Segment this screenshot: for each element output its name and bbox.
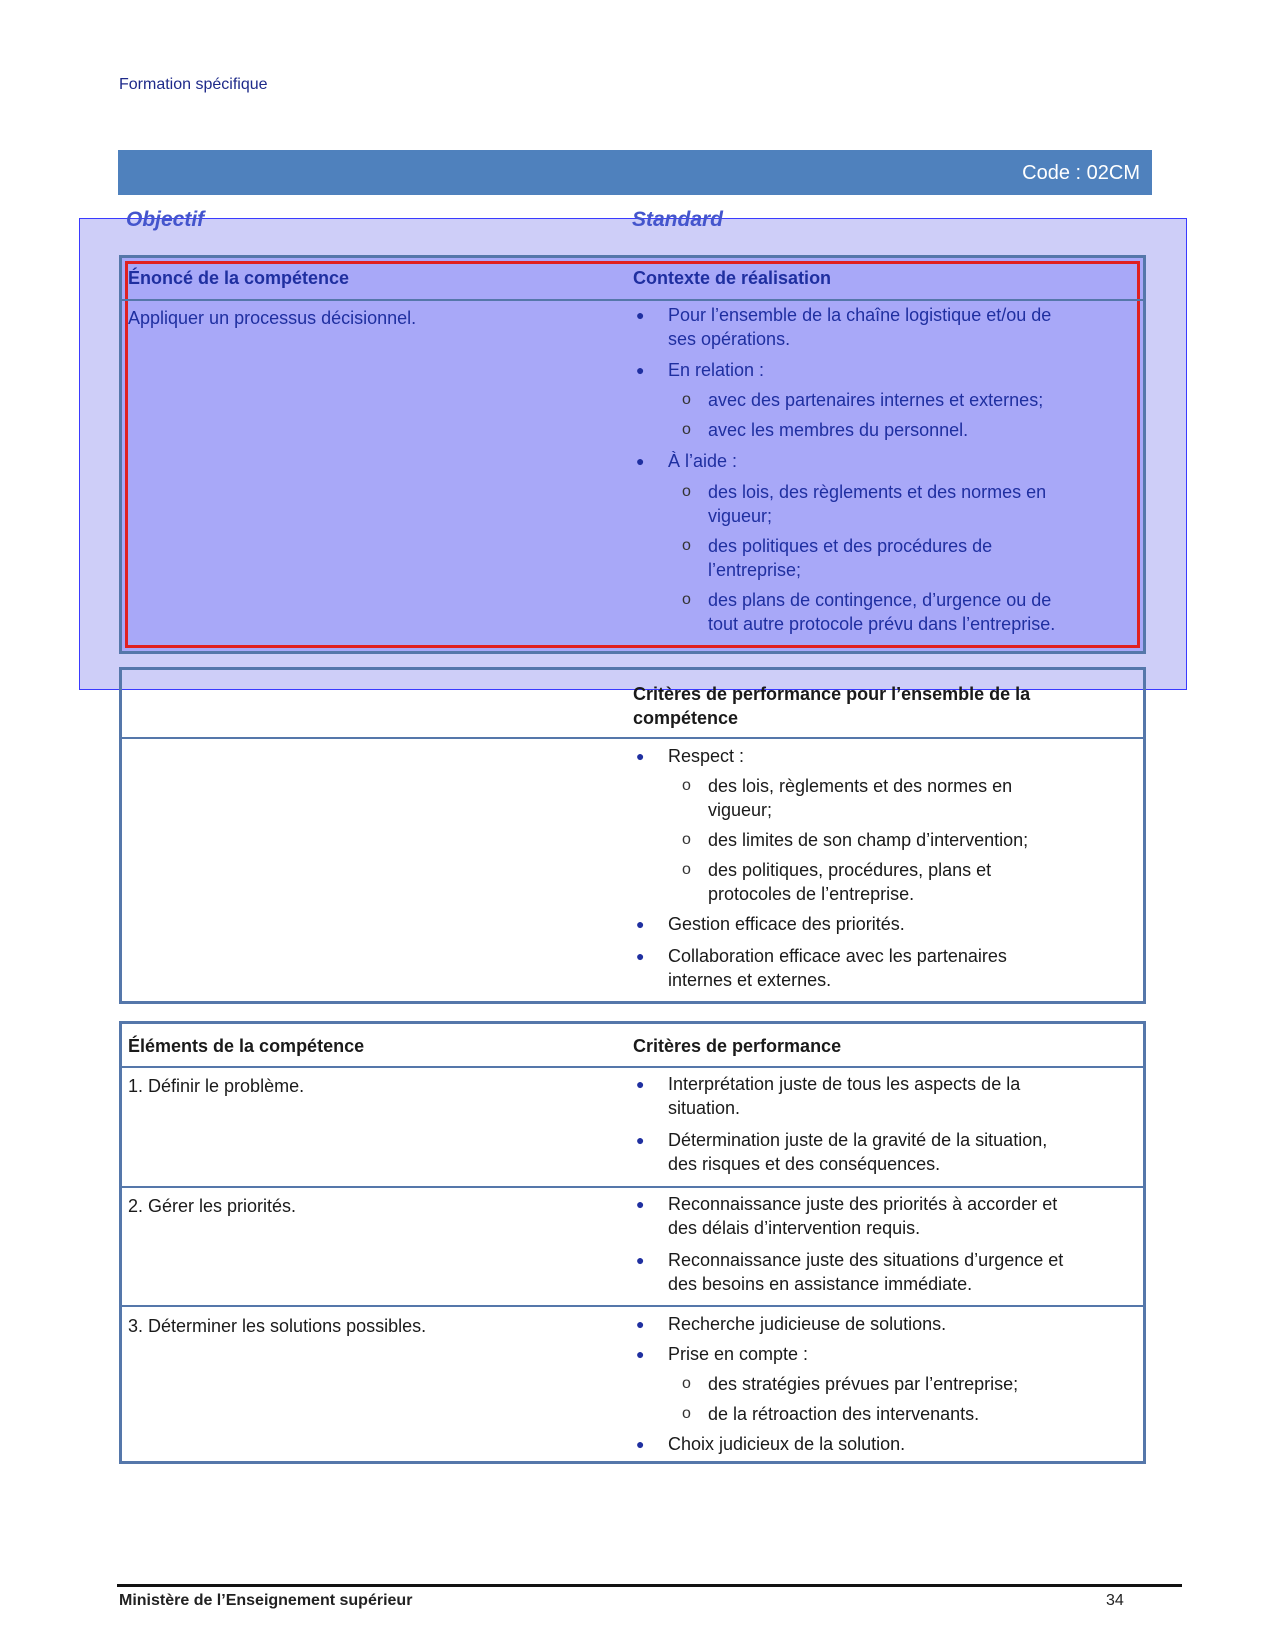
competence-table bbox=[119, 255, 1146, 654]
critere-subitem: des stratégies prévues par l’entreprise; bbox=[708, 1374, 1019, 1394]
bullet-icon: ● bbox=[636, 1196, 645, 1212]
sub-bullet-icon: o bbox=[682, 777, 691, 794]
sub-bullet-icon: o bbox=[682, 831, 691, 848]
critere-item: Respect : bbox=[668, 746, 745, 766]
critere-item-cont: internes et externes. bbox=[668, 970, 832, 990]
bullet-icon: ● bbox=[636, 1436, 645, 1452]
critere-subitem: de la rétroaction des intervenants. bbox=[708, 1404, 980, 1424]
sub-bullet-icon: o bbox=[682, 537, 691, 554]
bullet-icon: ● bbox=[636, 1076, 645, 1092]
sub-bullet-icon: o bbox=[682, 421, 691, 438]
sub-bullet-icon: o bbox=[682, 591, 691, 608]
objectif-title: Objectif bbox=[126, 208, 205, 231]
contexte-item-cont: ses opérations. bbox=[668, 329, 791, 349]
bullet-icon: ● bbox=[636, 1316, 645, 1332]
critere-subitem: des politiques, procédures, plans et bbox=[708, 860, 992, 880]
footer-page-number: 34 bbox=[1106, 1592, 1124, 1609]
sub-bullet-icon: o bbox=[682, 391, 691, 408]
code-label: Code : 02CM bbox=[1022, 162, 1140, 184]
criteres-ensemble-header: Critères de performance pour l’ensemble de la bbox=[633, 684, 1031, 704]
code-bar bbox=[118, 150, 1152, 195]
elements-table bbox=[119, 1021, 1146, 1464]
critere-item-cont: des risques et des conséquences. bbox=[668, 1154, 941, 1174]
running-header: Formation spécifique bbox=[119, 76, 268, 93]
sub-bullet-icon: o bbox=[682, 861, 691, 878]
footer-divider bbox=[117, 1584, 1182, 1587]
critere-item: Prise en compte : bbox=[668, 1344, 809, 1364]
criteres-ensemble-header-cont: compétence bbox=[633, 708, 739, 728]
header-divider bbox=[122, 737, 1143, 739]
bullet-icon: ● bbox=[636, 1252, 645, 1268]
bullet-icon: ● bbox=[636, 1346, 645, 1362]
contexte-subitem-cont: tout autre protocole prévu dans l’entreprise. bbox=[708, 614, 1056, 634]
bullet-icon: ● bbox=[636, 1132, 645, 1148]
critere-item: Collaboration efficace avec les partenaires bbox=[668, 946, 1007, 966]
critere-item: Recherche judicieuse de solutions. bbox=[668, 1314, 947, 1334]
contexte-subitem: avec des partenaires internes et externes; bbox=[708, 390, 1044, 410]
sub-bullet-icon: o bbox=[682, 1375, 691, 1392]
contexte-item: En relation : bbox=[668, 360, 765, 380]
critere-subitem-cont: vigueur; bbox=[708, 800, 773, 820]
contexte-header: Contexte de réalisation bbox=[633, 268, 832, 288]
critere-item-cont: des délais d’intervention requis. bbox=[668, 1218, 921, 1238]
contexte-subitem: avec les membres du personnel. bbox=[708, 420, 969, 440]
enonce-header: Énoncé de la compétence bbox=[128, 268, 350, 288]
bullet-icon: ● bbox=[636, 948, 645, 964]
row-divider bbox=[122, 1186, 1143, 1188]
element-row-label: 1. Définir le problème. bbox=[128, 1076, 305, 1096]
critere-item: Choix judicieux de la solution. bbox=[668, 1434, 906, 1454]
bullet-icon: ● bbox=[636, 748, 645, 764]
critere-subitem: des limites de son champ d’intervention; bbox=[708, 830, 1029, 850]
contexte-subitem-cont: vigueur; bbox=[708, 506, 773, 526]
critere-item: Gestion efficace des priorités. bbox=[668, 914, 905, 934]
contexte-item: À l’aide : bbox=[668, 451, 738, 471]
contexte-subitem: des plans de contingence, d’urgence ou de bbox=[708, 590, 1052, 610]
critere-item-cont: situation. bbox=[668, 1098, 741, 1118]
bullet-icon: ● bbox=[636, 307, 645, 323]
sub-bullet-icon: o bbox=[682, 483, 691, 500]
contexte-subitem-cont: l’entreprise; bbox=[708, 560, 802, 580]
critere-item: Reconnaissance juste des situations d’urgence et bbox=[668, 1250, 1064, 1270]
critere-item-cont: des besoins en assistance immédiate. bbox=[668, 1274, 973, 1294]
critere-item: Détermination juste de la gravité de la situation, bbox=[668, 1130, 1048, 1150]
footer-ministry: Ministère de l’Enseignement supérieur bbox=[119, 1592, 413, 1609]
standard-title: Standard bbox=[632, 208, 724, 231]
header-divider bbox=[122, 1066, 1143, 1068]
critere-item: Reconnaissance juste des priorités à accorder et bbox=[668, 1194, 1058, 1214]
bullet-icon: ● bbox=[636, 362, 645, 378]
critere-subitem: des lois, règlements et des normes en bbox=[708, 776, 1013, 796]
element-row-label: 2. Gérer les priorités. bbox=[128, 1196, 297, 1216]
contexte-subitem: des lois, des règlements et des normes en bbox=[708, 482, 1047, 502]
elements-header: Éléments de la compétence bbox=[128, 1036, 365, 1056]
element-row-label: 3. Déterminer les solutions possibles. bbox=[128, 1316, 427, 1336]
critere-subitem-cont: protocoles de l’entreprise. bbox=[708, 884, 915, 904]
sub-bullet-icon: o bbox=[682, 1405, 691, 1422]
bullet-icon: ● bbox=[636, 453, 645, 469]
criteres-ensemble-table bbox=[119, 667, 1146, 1004]
contexte-subitem: des politiques et des procédures de bbox=[708, 536, 993, 556]
enonce-text: Appliquer un processus décisionnel. bbox=[128, 308, 417, 328]
bullet-icon: ● bbox=[636, 916, 645, 932]
criteres-header: Critères de performance bbox=[633, 1036, 842, 1056]
header-divider bbox=[122, 299, 1143, 301]
contexte-item: Pour l’ensemble de la chaîne logistique et/ou de bbox=[668, 305, 1052, 325]
row-divider bbox=[122, 1305, 1143, 1307]
critere-item: Interprétation juste de tous les aspects de la bbox=[668, 1074, 1021, 1094]
